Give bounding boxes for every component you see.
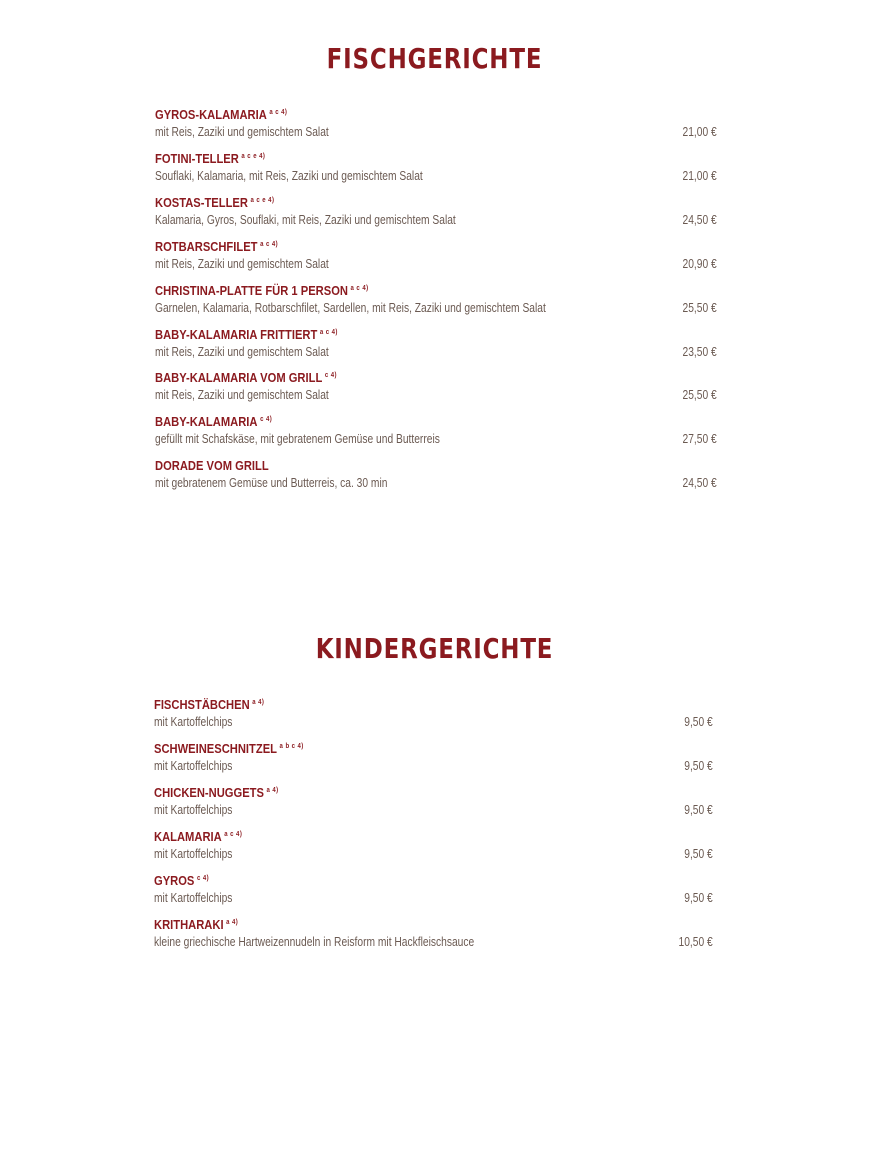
- menu-item-title: BABY-KALAMARIA: [155, 414, 258, 430]
- menu-item-title: BABY-KALAMARIA VOM GRILL: [155, 370, 323, 386]
- allergen-codes: a c 4): [319, 328, 338, 336]
- menu-item-description: mit Kartoffelchips: [154, 802, 233, 817]
- menu-item-price: 27,50 €: [682, 432, 717, 447]
- menu-item-description: mit Reis, Zaziki und gemischtem Salat: [155, 388, 329, 403]
- allergen-codes: a 4): [226, 918, 239, 926]
- allergen-codes: a c 4): [269, 109, 288, 116]
- menu-item-name: [155, 151, 265, 166]
- menu-item-price: 9,50 €: [684, 802, 713, 817]
- menu-item: [155, 151, 717, 191]
- menu-item-name: [155, 239, 278, 254]
- menu-item-name: [154, 785, 279, 800]
- menu-item-title: FISCHSTÄBCHEN: [154, 697, 250, 712]
- menu-item-name: [155, 327, 338, 342]
- section-title: KINDERGERICHTE: [315, 632, 554, 665]
- menu-item-title: CHRISTINA-PLATTE FÜR 1 PERSON: [155, 282, 348, 298]
- menu-item-name: [155, 195, 274, 210]
- menu-item-name: [154, 917, 238, 932]
- menu-item-price: 24,50 €: [682, 476, 717, 491]
- menu-item-description: mit Kartoffelchips: [154, 890, 233, 905]
- menu-item-price: 24,50 €: [682, 212, 717, 227]
- menu-item-price: 10,50 €: [678, 934, 713, 949]
- menu-item-name: [154, 741, 304, 756]
- menu-item-price: 23,50 €: [682, 344, 717, 359]
- menu-item: [154, 873, 713, 913]
- menu-item: [154, 829, 713, 869]
- section-title: FISCHGERICHTE: [326, 42, 543, 75]
- menu-item-price: 25,50 €: [682, 388, 717, 403]
- allergen-codes: c 4): [260, 416, 273, 424]
- allergen-codes: c 4): [196, 874, 210, 882]
- menu-item: [154, 697, 713, 737]
- menu-item-price: 9,50 €: [684, 715, 713, 729]
- menu-item-price: 21,00 €: [682, 125, 717, 139]
- menu-item-title: GYROS: [154, 872, 195, 888]
- menu-item-name: [154, 873, 209, 888]
- menu-item-title: BABY-KALAMARIA FRITTIERT: [155, 326, 318, 342]
- menu-item-title: KALAMARIA: [154, 828, 222, 844]
- allergen-codes: a 4): [266, 786, 279, 794]
- allergen-codes: a 4): [252, 699, 265, 706]
- allergen-codes: a c e 4): [250, 196, 275, 204]
- allergen-codes: a c 4): [260, 240, 279, 248]
- menu-item: [155, 107, 717, 147]
- menu-item-description: mit Reis, Zaziki und gemischtem Salat: [155, 256, 329, 271]
- menu-item-price: 20,90 €: [682, 256, 717, 271]
- menu-item-price: 25,50 €: [682, 300, 717, 315]
- menu-item-price: 21,00 €: [682, 168, 717, 183]
- menu-item-price: 9,50 €: [684, 890, 713, 905]
- menu-item: [155, 327, 717, 367]
- menu-item-title: GYROS-KALAMARIA: [155, 107, 267, 122]
- menu-item-name: [154, 829, 242, 844]
- menu-item: [154, 917, 713, 957]
- menu-item: [155, 283, 717, 323]
- menu-item: [155, 239, 717, 279]
- menu-item-title: DORADE VOM GRILL: [155, 458, 269, 474]
- menu-item: [154, 741, 713, 781]
- menu-item-description: Kalamaria, Gyros, Souflaki, mit Reis, Zaziki und gemischtem Salat: [155, 212, 456, 227]
- menu-item-description: mit gebratenem Gemüse und Butterreis, ca. 30 min: [155, 476, 388, 491]
- menu-item-name: [155, 458, 269, 473]
- menu-item-title: ROTBARSCHFILET: [155, 238, 258, 254]
- menu-item-description: mit Kartoffelchips: [154, 715, 233, 729]
- menu-item-description: gefüllt mit Schafskäse, mit gebratenem Gemüse und Butterreis: [155, 432, 440, 447]
- menu-item-price: 9,50 €: [684, 846, 713, 861]
- allergen-codes: a c 4): [224, 830, 243, 838]
- menu-item-description: kleine griechische Hartweizennudeln in Reisform mit Hackfleischsauce: [154, 934, 475, 949]
- menu-item-title: FOTINI-TELLER: [155, 150, 239, 166]
- allergen-codes: a c e 4): [241, 152, 266, 160]
- menu-item-title: CHICKEN-NUGGETS: [154, 784, 264, 800]
- menu-item-name: [155, 283, 369, 298]
- menu-item-description: mit Kartoffelchips: [154, 758, 233, 773]
- allergen-codes: a b c 4): [279, 742, 304, 750]
- menu-item-description: mit Kartoffelchips: [154, 846, 233, 861]
- menu-item-name: [154, 697, 264, 712]
- menu-item-name: [155, 414, 272, 429]
- menu-item-price: 9,50 €: [684, 758, 713, 773]
- menu-item: [155, 458, 717, 498]
- menu-item-description: mit Reis, Zaziki und gemischtem Salat: [155, 344, 329, 359]
- allergen-codes: a c 4): [350, 284, 369, 292]
- menu-item: [155, 370, 717, 410]
- menu-item-title: KOSTAS-TELLER: [155, 194, 248, 210]
- menu-item: [154, 785, 713, 825]
- menu-item-description: mit Reis, Zaziki und gemischtem Salat: [155, 125, 329, 139]
- menu-item-description: Souflaki, Kalamaria, mit Reis, Zaziki und gemischtem Salat: [155, 168, 423, 183]
- menu-item-title: SCHWEINESCHNITZEL: [154, 740, 277, 756]
- menu-item-title: KRITHARAKI: [154, 916, 224, 932]
- menu-item: [155, 195, 717, 235]
- allergen-codes: c 4): [324, 372, 337, 380]
- menu-item-name: [155, 370, 337, 385]
- menu-item-description: Garnelen, Kalamaria, Rotbarschfilet, Sardellen, mit Reis, Zaziki und gemischtem Salat: [155, 300, 546, 315]
- menu-item-name: [155, 107, 287, 122]
- menu-item: [155, 414, 717, 454]
